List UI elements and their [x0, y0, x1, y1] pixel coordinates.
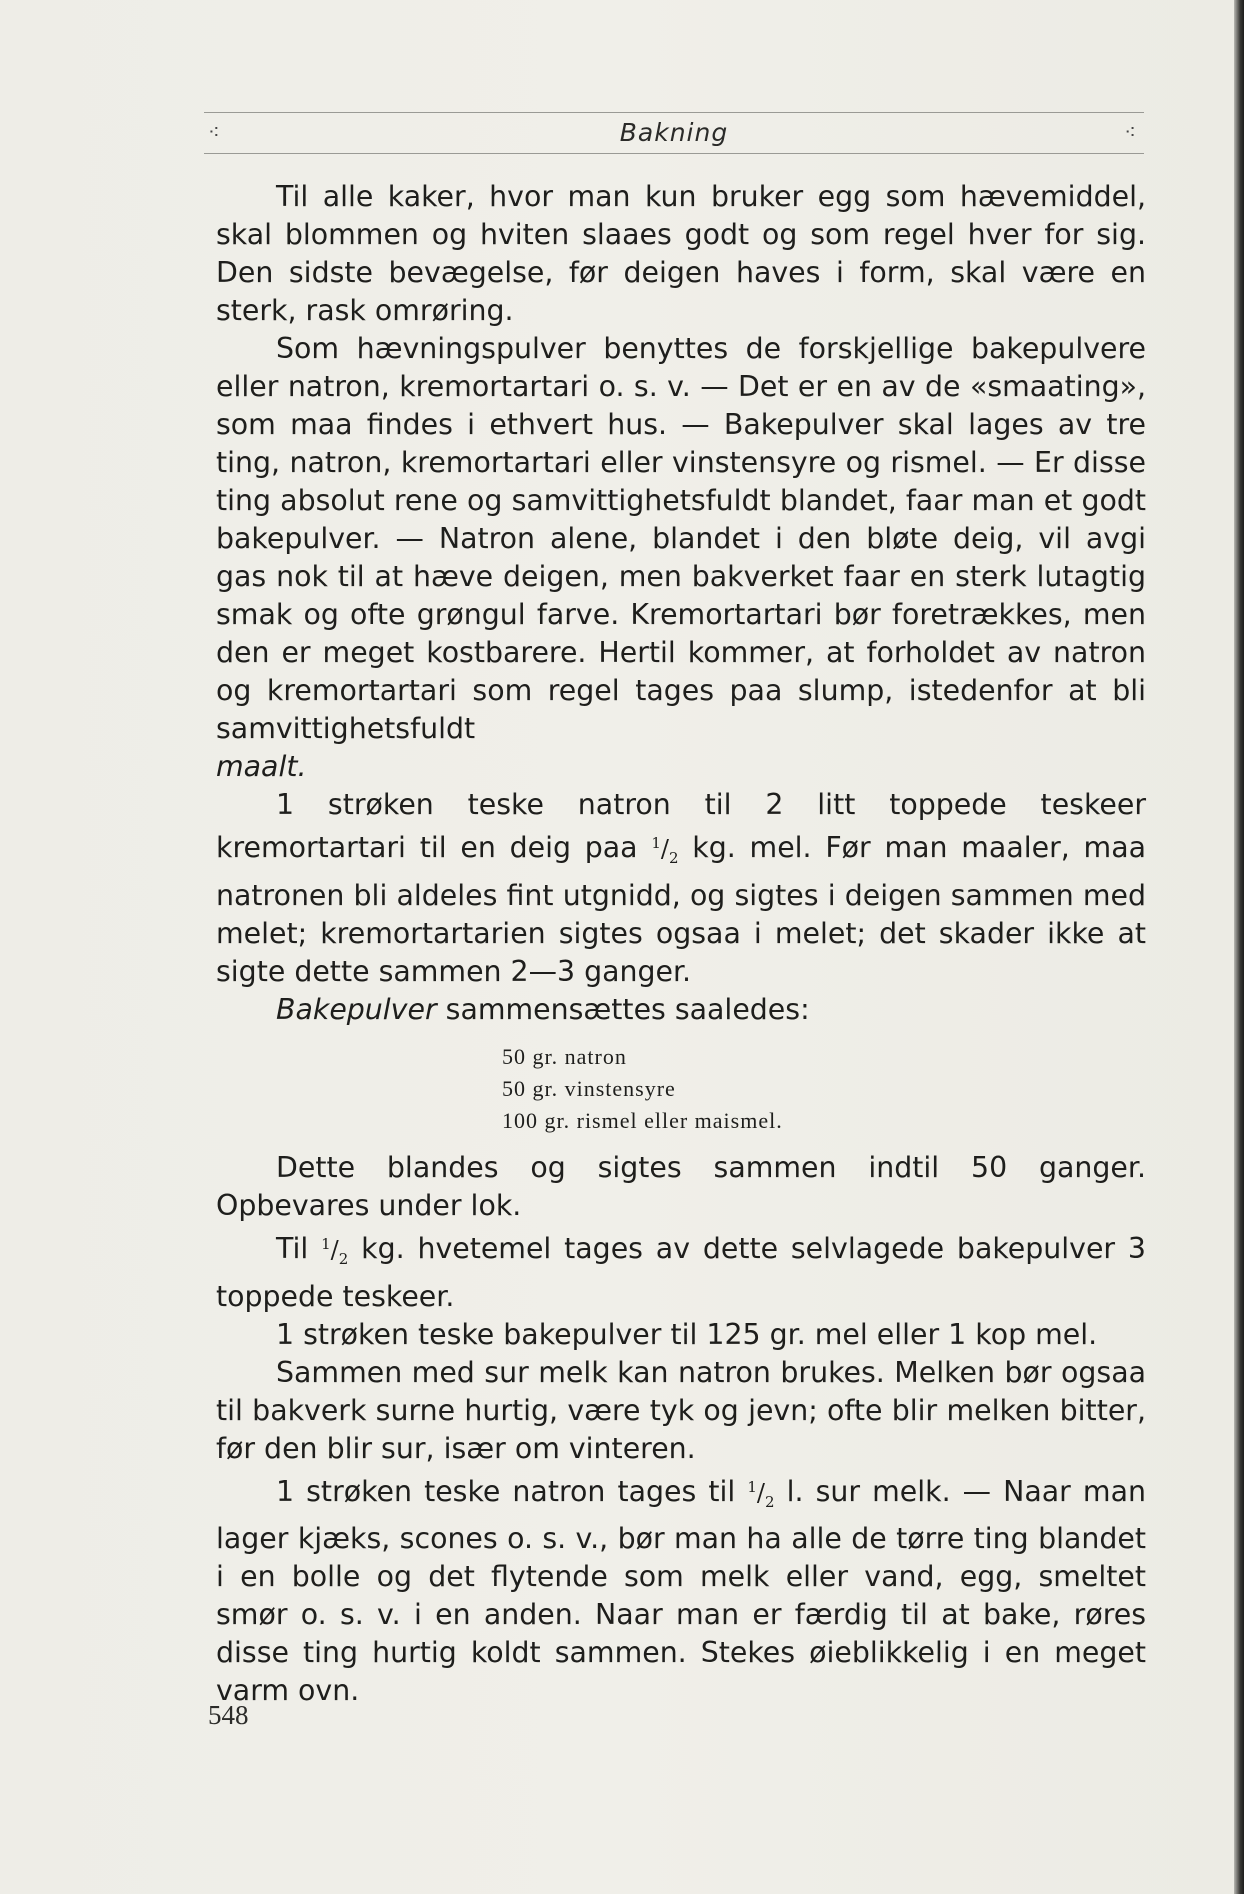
- paragraph-1: Til alle kaker, hvor man kun bruker egg som hævemiddel, skal blommen og hviten slaaes godt og som regel hver for sig. Den sidste bevægelse, før deigen haves i form, skal være en sterk, rask omrøring.: [216, 180, 1146, 327]
- paragraph-6-text-b: kg. hvetemel tages av dette selvlagede bakepulver 3 toppede teskeer.: [216, 1231, 1146, 1313]
- fraction-denominator: 2: [668, 848, 679, 867]
- paragraph-2: [216, 330, 1146, 786]
- paragraph-2-emphasis: maalt.: [216, 750, 307, 783]
- recipe-item: 50 gr. natron: [502, 1043, 627, 1069]
- fraction-half: $^1/_2$: [747, 1477, 775, 1511]
- paragraph-4: [216, 991, 1146, 1029]
- fraction-numerator: 1: [747, 1477, 757, 1496]
- paragraph-4-emphasis: Bakepulver: [276, 992, 437, 1026]
- fraction-numerator: 1: [321, 1234, 331, 1253]
- recipe-item: 100 gr. rismel eller maismel.: [502, 1107, 783, 1133]
- paragraph-8: Sammen med sur melk kan natron brukes. Melken bør ogsaa til bakverk surne hurtig, være tyk og jevn; ofte blir melken bitter, før den blir sur, især om vinteren.: [216, 1355, 1146, 1465]
- recipe-item: 50 gr. vinstensyre: [502, 1075, 676, 1101]
- paragraph-5: Dette blandes og sigtes sammen indtil 50 ganger. Opbevares under lok.: [216, 1150, 1146, 1222]
- fraction-half: $^1/_2$: [321, 1234, 349, 1268]
- fraction-numerator: 1: [651, 834, 661, 852]
- paragraph-3-text-b: kg. mel. Før man maaler, maa natronen bli aldeles fint utgnidd, og sigtes i deigen sammen med melet; kremortartarien sigtes ogsaa i melet; det skader ikke at sigte dette sammen 2—3 ganger.: [216, 831, 1146, 988]
- page-number: 548: [208, 1700, 249, 1730]
- paragraph-7: 1 strøken teske bakepulver til 125 gr. mel eller 1 kop mel.: [276, 1317, 1098, 1351]
- ornament-right-icon: ⁖: [1124, 120, 1136, 144]
- ornament-left-icon: ⁖: [208, 120, 220, 144]
- page-edge-shadow: [1234, 0, 1244, 1894]
- paragraph-9-text-b: l. sur melk. — Naar man lager kjæks, scones o. s. v., bør man ha alle de tørre ting blandet i en bolle og det flytende som melk eller vand, egg, smeltet smør o. s. v. i en anden. Naar man er færdig til at bake, røres disse ting hurtig koldt sammen. Stekes øieblikkelig i en meget varm ovn.: [216, 1474, 1146, 1708]
- paragraph-3-text-a: 1 strøken teske natron til 2 litt toppede teskeer kremortartari til en deig paa: [216, 788, 1146, 864]
- paragraph-6-text-a: Til: [276, 1231, 309, 1265]
- fraction-half: $^1/_2$: [651, 834, 679, 867]
- body-text: [216, 178, 1146, 1710]
- paragraph-6: [216, 1225, 1146, 1316]
- paragraph-9: [216, 1468, 1146, 1711]
- recipe-list: [502, 1041, 1146, 1137]
- running-header: [204, 112, 1144, 154]
- paragraph-4-text: sammensættes saaledes:: [445, 992, 810, 1026]
- paragraph-9-text-a: 1 strøken teske natron tages til: [276, 1474, 736, 1508]
- fraction-denominator: 2: [338, 1249, 349, 1268]
- running-title: Bakning: [619, 118, 729, 147]
- paragraph-2-text: Som hævningspulver benyttes de forskjellige bakepulvere eller natron, kremortartari o. s. v. — Det er en av de «smaating», som maa findes i ethvert hus. — Bakepulver skal lages av tre ting, natron, kremortartari eller vinstensyre og rismel. — Er disse ting absolut rene og samvittighetsfuldt blandet, faar man et godt bakepulver. — Natron alene, blandet i den bløte deig, vil avgi gas nok til at hæve deigen, men bakverket faar en sterk lutagtig smak og ofte grøngul farve. Kremortartari bør foretrækkes, men den er meget kostbarere. Hertil kommer, at forholdet av natron og kremortartari som regel tages paa slump, istedenfor at bli samvittighetsfuldt: [216, 332, 1146, 745]
- fraction-denominator: 2: [764, 1492, 775, 1511]
- paragraph-3: [216, 786, 1146, 991]
